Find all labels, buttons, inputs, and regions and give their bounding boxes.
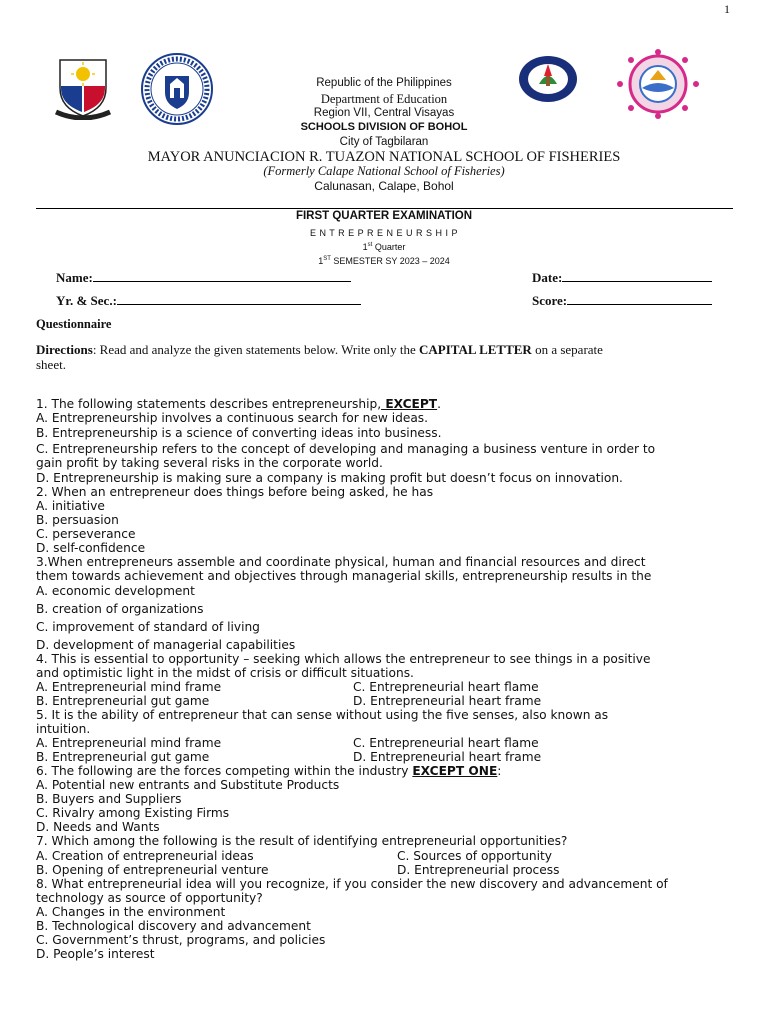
q4-stem: 4. This is essential to opportunity – seeking which allows the entrepreneur to see things in a positive	[36, 652, 651, 666]
q3-option-b: B. creation of organizations	[36, 602, 204, 616]
q1-option-c-cont: gain profit by taking several risks in the corporate world.	[36, 456, 383, 470]
header-rule	[36, 208, 733, 209]
school-name: MAYOR ANUNCIACION R. TUAZON NATIONAL SCHOOL OF FISHERIES	[147, 149, 621, 165]
q7-option-a: A. Creation of entrepreneurial ideas	[36, 849, 254, 863]
exam-title: FIRST QUARTER EXAMINATION	[295, 210, 473, 222]
q1-stem: 1. The following statements describes entrepreneurship, EXCEPT.	[36, 397, 441, 411]
q3-option-a: A. economic development	[36, 584, 195, 598]
q8-option-c: C. Government’s thrust, programs, and policies	[36, 933, 326, 947]
yr-sec-field[interactable]: Yr. & Sec.:	[56, 293, 361, 309]
department-name: Department of Education	[320, 92, 448, 106]
division-name: SCHOOLS DIVISION OF BOHOL	[300, 121, 468, 133]
q2-stem: 2. When an entrepreneur does things before being asked, he has	[36, 485, 434, 499]
q6-option-a: A. Potential new entrants and Substitute Products	[36, 778, 340, 792]
q2-option-a: A. initiative	[36, 499, 105, 513]
score-field[interactable]: Score:	[532, 293, 712, 309]
q1-option-a: A. Entrepreneurship involves a continuous search for new ideas.	[36, 411, 429, 425]
exam-subject: E N T R E P R E N E U R S H I P	[309, 228, 459, 238]
q6-option-b: B. Buyers and Suppliers	[36, 792, 182, 806]
q2-option-d: D. self-confidence	[36, 541, 146, 555]
q4-option-c: C. Entrepreneurial heart flame	[353, 680, 539, 694]
exam-semester: 1ST SEMESTER SY 2023 – 2024	[318, 256, 450, 266]
q8-stem: 8. What entrepreneurial idea will you recognize, if you consider the new discovery and advancement of	[36, 877, 668, 891]
q1-option-c: C. Entrepreneurship refers to the concept of developing and managing a business venture in order to	[36, 442, 656, 456]
q8-option-b: B. Technological discovery and advancement	[36, 919, 311, 933]
q5-stem: 5. It is the ability of entrepreneur that can sense without using the five senses, also known as	[36, 708, 609, 722]
q7-option-c: C. Sources of opportunity	[397, 849, 552, 863]
q3-option-d: D. development of managerial capabilities	[36, 638, 296, 652]
q1-option-b: B. Entrepreneurship is a science of converting ideas into business.	[36, 426, 442, 440]
q3-option-c: C. improvement of standard of living	[36, 620, 260, 634]
q3-stem-cont: them towards achievement and objectives through managerial skills, entrepreneurship results in the	[36, 569, 652, 583]
q8-option-d: D. People’s interest	[36, 947, 155, 961]
name-field[interactable]: Name:	[56, 270, 351, 286]
date-field[interactable]: Date:	[532, 270, 712, 286]
q4-option-d: D. Entrepreneurial heart frame	[353, 694, 542, 708]
directions: Directions: Read and analyze the given statements below. Write only the CAPITAL LETTER on a separate sheet.	[36, 342, 603, 372]
school-former-name: (Formerly Calape National School of Fisheries)	[263, 164, 505, 178]
q7-option-b: B. Opening of entrepreneurial venture	[36, 863, 269, 877]
q4-stem-cont: and optimistic light in the midst of crisis or difficult situations.	[36, 666, 414, 680]
school-address: Calunasan, Calape, Bohol	[314, 179, 454, 193]
q1-option-d: D. Entrepreneurship is making sure a company is making profit but doesn’t focus on innovation.	[36, 471, 623, 485]
q4-option-a: A. Entrepreneurial mind frame	[36, 680, 222, 694]
q2-option-b: B. persuasion	[36, 513, 119, 527]
q7-stem: 7. Which among the following is the result of identifying entrepreneurial opportunities?	[36, 834, 568, 848]
q6-option-c: C. Rivalry among Existing Firms	[36, 806, 230, 820]
q8-option-a: A. Changes in the environment	[36, 905, 226, 919]
q6-option-d: D. Needs and Wants	[36, 820, 160, 834]
q5-stem-cont: intuition.	[36, 722, 91, 736]
q5-option-b: B. Entrepreneurial gut game	[36, 750, 210, 764]
q5-option-d: D. Entrepreneurial heart frame	[353, 750, 542, 764]
q3-stem: 3.When entrepreneurs assemble and coordinate physical, human and financial resources and direct	[36, 555, 646, 569]
q5-option-a: A. Entrepreneurial mind frame	[36, 736, 222, 750]
exam-quarter: 1st Quarter	[362, 242, 406, 252]
q6-stem: 6. The following are the forces competing within the industry EXCEPT ONE:	[36, 764, 502, 778]
q5-option-c: C. Entrepreneurial heart flame	[353, 736, 539, 750]
q4-option-b: B. Entrepreneurial gut game	[36, 694, 210, 708]
country-name: Republic of the Philippines	[316, 77, 452, 89]
questionnaire-label: Questionnaire	[36, 317, 112, 331]
q7-option-d: D. Entrepreneurial process	[397, 863, 560, 877]
page-number: 1	[724, 2, 730, 16]
region-name: Region VII, Central Visayas	[313, 107, 455, 119]
q2-option-c: C. perseverance	[36, 527, 136, 541]
q8-stem-cont: technology as source of opportunity?	[36, 891, 263, 905]
city-name: City of Tagbilaran	[339, 136, 429, 148]
